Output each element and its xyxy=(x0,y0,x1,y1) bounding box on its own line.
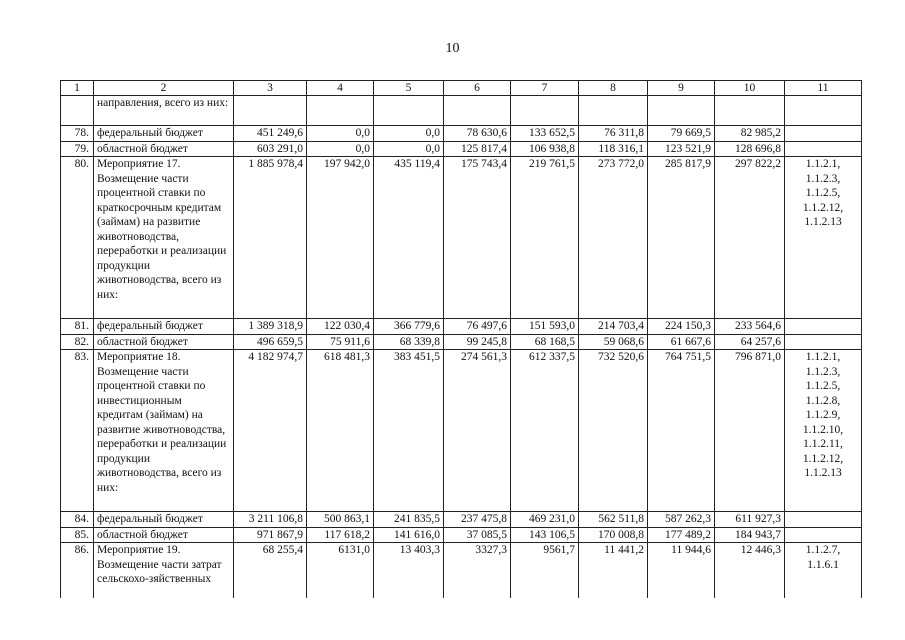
row-number: 79. xyxy=(61,141,94,157)
row-number: 84. xyxy=(61,512,94,528)
value-cell xyxy=(444,96,511,126)
value-cell: 1 885 978,4 xyxy=(234,157,307,319)
value-cell: 0,0 xyxy=(374,126,444,142)
value-cell: 237 475,8 xyxy=(444,512,511,528)
value-cell: 184 943,7 xyxy=(715,527,785,543)
value-cell: 0,0 xyxy=(307,141,374,157)
value-cell: 224 150,3 xyxy=(648,319,715,335)
value-cell: 37 085,5 xyxy=(444,527,511,543)
value-cell: 59 068,6 xyxy=(579,334,648,350)
row-name: федеральный бюджет xyxy=(94,126,234,142)
value-cell: 99 245,8 xyxy=(444,334,511,350)
indicator-codes xyxy=(785,512,862,528)
value-cell: 1 389 318,9 xyxy=(234,319,307,335)
value-cell: 435 119,4 xyxy=(374,157,444,319)
header-cell: 7 xyxy=(511,81,579,96)
value-cell: 175 743,4 xyxy=(444,157,511,319)
value-cell: 76 497,6 xyxy=(444,319,511,335)
value-cell: 9561,7 xyxy=(511,543,579,599)
row-number: 80. xyxy=(61,157,94,319)
value-cell: 451 249,6 xyxy=(234,126,307,142)
value-cell: 587 262,3 xyxy=(648,512,715,528)
value-cell: 11 441,2 xyxy=(579,543,648,599)
table-row xyxy=(61,512,862,528)
table-row xyxy=(61,527,862,543)
row-name: федеральный бюджет xyxy=(94,512,234,528)
header-cell: 4 xyxy=(307,81,374,96)
indicator-codes xyxy=(785,96,862,126)
row-name: областной бюджет xyxy=(94,334,234,350)
value-cell: 151 593,0 xyxy=(511,319,579,335)
value-cell: 68 255,4 xyxy=(234,543,307,599)
value-cell: 64 257,6 xyxy=(715,334,785,350)
row-number: 85. xyxy=(61,527,94,543)
value-cell: 732 520,6 xyxy=(579,350,648,512)
indicator-codes: 1.1.2.7, 1.1.6.1 xyxy=(785,543,862,599)
value-cell: 197 942,0 xyxy=(307,157,374,319)
indicator-codes xyxy=(785,334,862,350)
value-cell: 68 339,8 xyxy=(374,334,444,350)
value-cell: 12 446,3 xyxy=(715,543,785,599)
value-cell: 274 561,3 xyxy=(444,350,511,512)
value-cell xyxy=(307,96,374,126)
value-cell: 122 030,4 xyxy=(307,319,374,335)
table-row xyxy=(61,334,862,350)
value-cell: 170 008,8 xyxy=(579,527,648,543)
value-cell: 6131,0 xyxy=(307,543,374,599)
row-number: 86. xyxy=(61,543,94,599)
value-cell: 219 761,5 xyxy=(511,157,579,319)
value-cell: 78 630,6 xyxy=(444,126,511,142)
header-cell: 6 xyxy=(444,81,511,96)
value-cell xyxy=(234,96,307,126)
indicator-codes xyxy=(785,126,862,142)
table-row xyxy=(61,141,862,157)
value-cell xyxy=(579,96,648,126)
row-number xyxy=(61,96,94,126)
value-cell: 177 489,2 xyxy=(648,527,715,543)
indicator-codes xyxy=(785,319,862,335)
value-cell: 75 911,6 xyxy=(307,334,374,350)
header-cell: 1 xyxy=(61,81,94,96)
value-cell: 366 779,6 xyxy=(374,319,444,335)
row-name: областной бюджет xyxy=(94,141,234,157)
row-name: федеральный бюджет xyxy=(94,319,234,335)
value-cell: 233 564,6 xyxy=(715,319,785,335)
table-row xyxy=(61,350,862,512)
value-cell: 128 696,8 xyxy=(715,141,785,157)
row-number: 78. xyxy=(61,126,94,142)
value-cell: 500 863,1 xyxy=(307,512,374,528)
value-cell: 3327,3 xyxy=(444,543,511,599)
value-cell: 273 772,0 xyxy=(579,157,648,319)
header-cell: 2 xyxy=(94,81,234,96)
value-cell: 11 944,6 xyxy=(648,543,715,599)
row-number: 81. xyxy=(61,319,94,335)
value-cell: 143 106,5 xyxy=(511,527,579,543)
table-body xyxy=(61,81,862,599)
value-cell: 13 403,3 xyxy=(374,543,444,599)
value-cell: 4 182 974,7 xyxy=(234,350,307,512)
value-cell: 241 835,5 xyxy=(374,512,444,528)
header-cell: 5 xyxy=(374,81,444,96)
budget-table xyxy=(60,80,862,598)
value-cell: 0,0 xyxy=(374,141,444,157)
value-cell xyxy=(648,96,715,126)
value-cell: 971 867,9 xyxy=(234,527,307,543)
value-cell: 469 231,0 xyxy=(511,512,579,528)
value-cell: 3 211 106,8 xyxy=(234,512,307,528)
value-cell: 133 652,5 xyxy=(511,126,579,142)
value-cell: 214 703,4 xyxy=(579,319,648,335)
value-cell: 618 481,3 xyxy=(307,350,374,512)
value-cell: 285 817,9 xyxy=(648,157,715,319)
indicator-codes: 1.1.2.1, 1.1.2.3, 1.1.2.5, 1.1.2.12, 1.1.2.13 xyxy=(785,157,862,319)
value-cell: 61 667,6 xyxy=(648,334,715,350)
indicator-codes xyxy=(785,527,862,543)
indicator-codes: 1.1.2.1, 1.1.2.3, 1.1.2.5, 1.1.2.8, 1.1.2.9, 1.1.2.10, 1.1.2.11, 1.1.2.12, 1.1.2.13 xyxy=(785,350,862,512)
header-cell: 8 xyxy=(579,81,648,96)
value-cell: 117 618,2 xyxy=(307,527,374,543)
value-cell: 562 511,8 xyxy=(579,512,648,528)
row-number: 83. xyxy=(61,350,94,512)
row-name: Мероприятие 18. Возмещение части процентной ставки по инвестиционным кредитам (займам) на развитие животноводства, переработки и реализации продукции животноводства, всего из них: xyxy=(94,350,234,512)
value-cell xyxy=(715,96,785,126)
header-cell: 11 xyxy=(785,81,862,96)
value-cell: 297 822,2 xyxy=(715,157,785,319)
value-cell: 82 985,2 xyxy=(715,126,785,142)
indicator-codes xyxy=(785,141,862,157)
value-cell: 125 817,4 xyxy=(444,141,511,157)
value-cell xyxy=(511,96,579,126)
table-row xyxy=(61,319,862,335)
value-cell: 118 316,1 xyxy=(579,141,648,157)
value-cell: 603 291,0 xyxy=(234,141,307,157)
value-cell: 79 669,5 xyxy=(648,126,715,142)
value-cell: 123 521,9 xyxy=(648,141,715,157)
header-cell: 3 xyxy=(234,81,307,96)
table-row xyxy=(61,126,862,142)
page-number: 10 xyxy=(445,41,460,56)
value-cell: 764 751,5 xyxy=(648,350,715,512)
value-cell: 68 168,5 xyxy=(511,334,579,350)
value-cell: 76 311,8 xyxy=(579,126,648,142)
value-cell: 496 659,5 xyxy=(234,334,307,350)
value-cell: 106 938,8 xyxy=(511,141,579,157)
header-row xyxy=(61,81,862,96)
table-row xyxy=(61,543,862,599)
value-cell: 0,0 xyxy=(307,126,374,142)
header-cell: 10 xyxy=(715,81,785,96)
row-name: Мероприятие 17. Возмещение части процентной ставки по краткосрочным кредитам (займам) на развитие животноводства, переработки и реализации продукции животноводства, всего из них: xyxy=(94,157,234,319)
value-cell: 383 451,5 xyxy=(374,350,444,512)
row-name: направления, всего из них: xyxy=(94,96,234,126)
table-row xyxy=(61,96,862,126)
row-name: Мероприятие 19. Возмещение части затрат сельскохо-зяйственных xyxy=(94,543,234,599)
value-cell: 141 616,0 xyxy=(374,527,444,543)
value-cell: 612 337,5 xyxy=(511,350,579,512)
value-cell xyxy=(374,96,444,126)
table-row xyxy=(61,157,862,319)
row-number: 82. xyxy=(61,334,94,350)
header-cell: 9 xyxy=(648,81,715,96)
row-name: областной бюджет xyxy=(94,527,234,543)
value-cell: 796 871,0 xyxy=(715,350,785,512)
value-cell: 611 927,3 xyxy=(715,512,785,528)
